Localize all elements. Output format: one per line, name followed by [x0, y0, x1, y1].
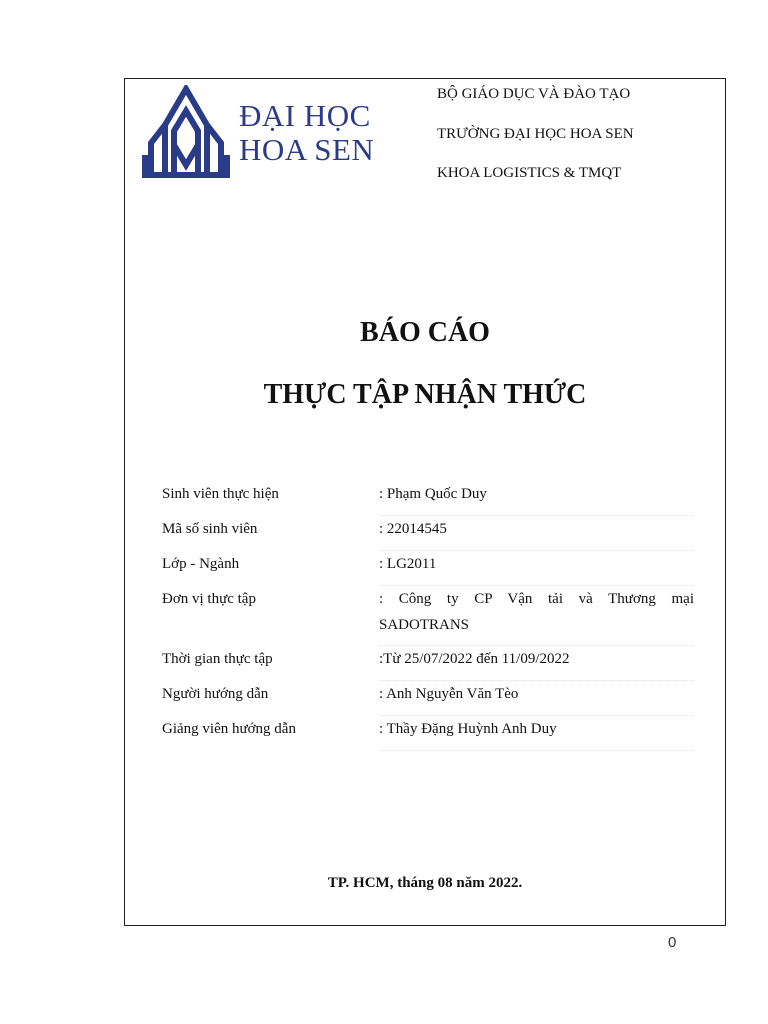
info-row-period [162, 646, 694, 681]
lotus-logo-icon [141, 85, 231, 181]
info-value: : Thầy Đặng Huỳnh Anh Duy [379, 716, 694, 751]
info-value: :Từ 25/07/2022 đến 11/09/2022 [379, 646, 694, 681]
info-label: Lớp - Ngành [162, 556, 240, 572]
info-value: : 22014545 [379, 516, 694, 551]
logo-text-line1: ĐẠI HỌC [239, 98, 371, 133]
info-label: Đơn vị thực tập [162, 591, 256, 607]
report-subtitle: THỰC TẬP NHẬN THỨC [263, 379, 587, 410]
ministry-name: BỘ GIÁO DỤC VÀ ĐÀO TẠO [437, 86, 631, 102]
info-label: Mã số sinh viên [162, 521, 258, 537]
info-label: Giảng viên hướng dẫn [162, 721, 296, 737]
info-row-company [162, 586, 694, 646]
info-value: : Phạm Quốc Duy [379, 481, 694, 516]
page-number: 0 [668, 934, 677, 951]
info-value-line2: SADOTRANS [379, 617, 470, 633]
info-row-class [162, 551, 694, 586]
info-value-line1: : Công ty CP Vận tải và Thương mại [379, 591, 694, 607]
info-row-student [162, 481, 694, 516]
info-row-mentor [162, 681, 694, 716]
logo-text-line2: HOA SEN [239, 132, 375, 167]
cover-frame [124, 78, 726, 926]
faculty-name: KHOA LOGISTICS & TMQT [437, 165, 622, 181]
place-date: TP. HCM, tháng 08 năm 2022. [327, 875, 523, 891]
university-name: TRƯỜNG ĐẠI HỌC HOA SEN [437, 125, 634, 142]
info-value: : Anh Nguyễn Văn Tèo [379, 681, 694, 716]
university-logo [141, 85, 374, 181]
info-value: : LG2011 [379, 551, 694, 586]
info-label: Sinh viên thực hiện [162, 486, 279, 502]
info-label: Người hướng dẫn [162, 686, 269, 702]
info-label: Thời gian thực tập [162, 651, 273, 667]
report-title: BÁO CÁO [360, 317, 490, 348]
info-row-student-id [162, 516, 694, 551]
info-value-company [379, 586, 694, 646]
info-row-lecturer [162, 716, 694, 751]
student-info [162, 481, 694, 751]
